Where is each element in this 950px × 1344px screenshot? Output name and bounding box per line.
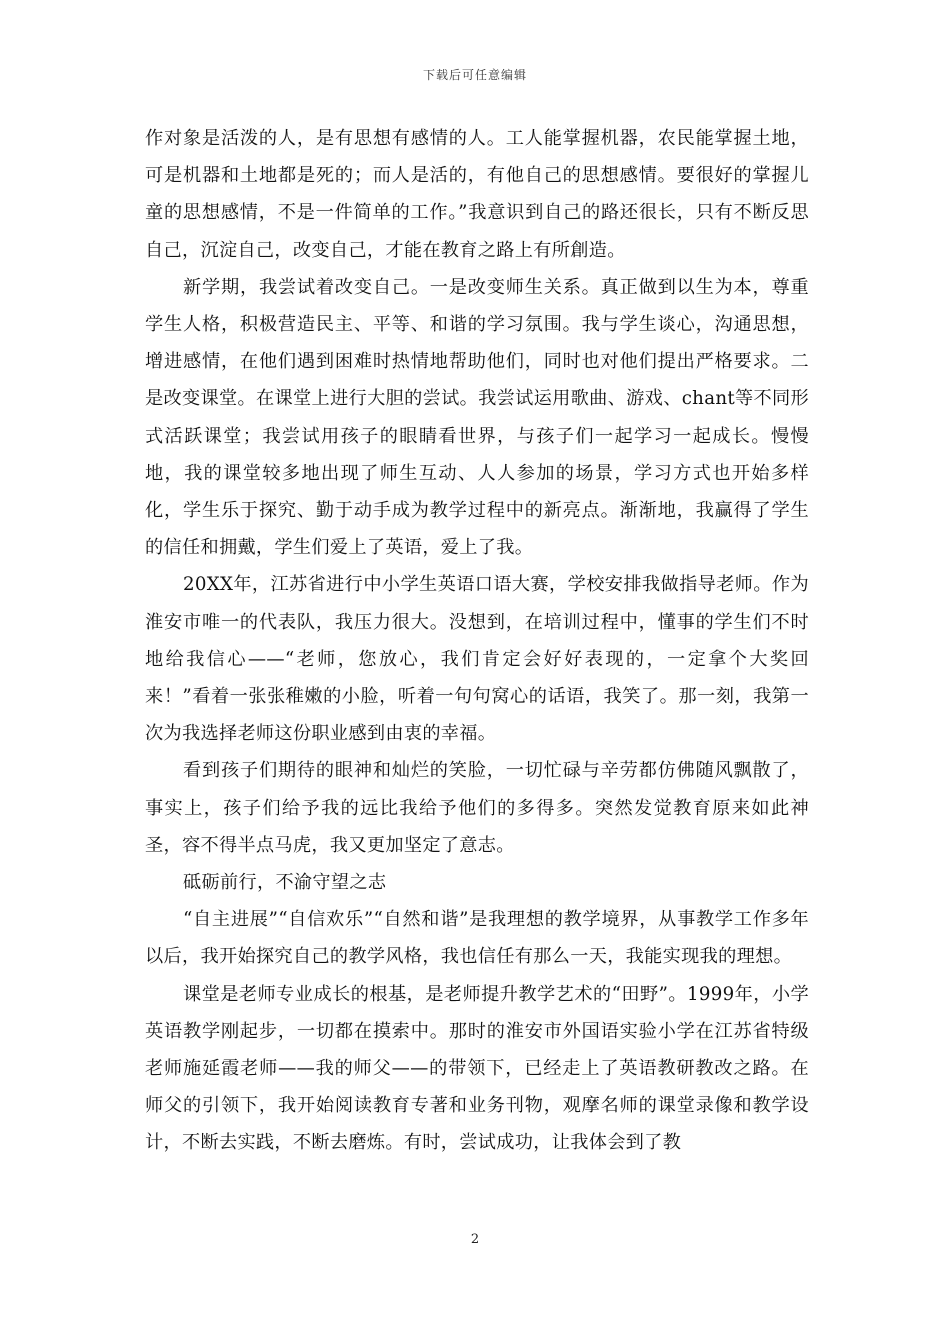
section-heading: 砥砺前行，不渝守望之志 [183, 872, 387, 894]
paragraph: 新学期，我尝试着改变自己。一是改变师生关系。真正做到以生为本，尊重学生人格，积极营造民主、平等、和谐的学习氛围。我与学生谈心，沟通思想，增进感情，在他们遇到困难时热情地帮助他们，同时也对他们提出严格要求。二是改变课堂。在课堂上进行大胆的尝试。我尝试运用歌曲、游戏、chant等不同形式活跃课堂；我尝试用孩子的眼睛看世界，与孩子们一起学习一起成长。慢慢地，我的课堂较多地出现了师生互动、人人参加的场景，学习方式也开始多样化，学生乐于探究、勤于动手成为教学过程中的新亮点。渐渐地，我赢得了学生的信任和拥戴，学生们爱上了英语，爱上了我。 [145, 276, 809, 559]
paragraph: 20XX年，江苏省进行中小学生英语口语大赛，学校安排我做指导老师。作为淮安市唯一的代表队，我压力很大。没想到，在培训过程中，懂事的学生们不时地给我信心——“老师，您放心，我们肯定会好好表现的，一定拿个大奖回来！”看着一张张稚嫩的小脸，听着一句句窝心的话语，我笑了。那一刻，我第一次为我选择老师这份职业感到由衷的幸福。 [145, 574, 809, 745]
document-body [145, 120, 809, 1162]
paragraph-continuation: 作对象是活泼的人，是有思想有感情的人。工人能掌握机器，农民能掌握土地，可是机器和土地都是死的；而人是活的，有他自己的思想感情。要很好的掌握儿童的思想感情，不是一件简单的工作。”我意识到自己的路还很长，只有不断反思自己，沉淀自己，改变自己，才能在教育之路上有所創造。 [145, 128, 809, 261]
paragraph: 看到孩子们期待的眼神和灿烂的笑脸，一切忙碌与辛劳都仿佛随风飘散了，事实上，孩子们给予我的远比我给予他们的多得多。突然发觉教育原来如此神圣，容不得半点马虎，我又更加坚定了意志。 [145, 760, 809, 856]
paragraph: “自主进展”“自信欢乐”“自然和谐”是我理想的教学境界，从事教学工作多年以后，我开始探究自己的教学风格，我也信任有那么一天，我能实现我的理想。 [145, 909, 809, 968]
paragraph: 课堂是老师专业成长的根基，是老师提升教学艺术的“田野”。1999年，小学英语教学刚起步，一切都在摸索中。那时的淮安市外国语实验小学在江苏省特级老师施延霞老师——我的师父——的带领下，已经走上了英语教研教改之路。在师父的引领下，我开始阅读教育专著和业务刊物，观摩名师的课堂录像和教学设计，不断去实践，不断去磨炼。有时，尝试成功，让我体会到了教 [145, 983, 809, 1154]
page-number: 2 [470, 1232, 480, 1247]
page-header: 下载后可任意编辑 [422, 68, 527, 82]
